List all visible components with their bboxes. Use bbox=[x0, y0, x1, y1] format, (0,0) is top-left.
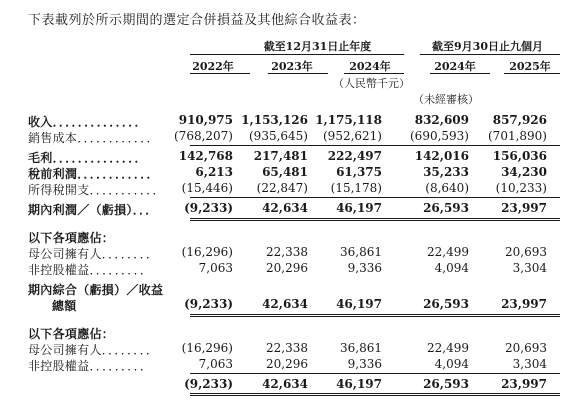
row-label: 母公司擁有人．．．．．．．． bbox=[28, 247, 159, 261]
cell-2022: (9,233) bbox=[184, 297, 233, 311]
unit-note: （人民幣千元） bbox=[333, 77, 410, 90]
table-row-non-controlling bbox=[0, 261, 568, 275]
row-label: 毛利．．．．．．．．．．．．．． bbox=[28, 151, 147, 165]
row-label: 母公司擁有人．．．．．．．． bbox=[28, 343, 159, 357]
cell-2023: 1,153,126 bbox=[241, 113, 308, 127]
cell-2025-nine: (10,233) bbox=[495, 181, 547, 195]
cell-2025-nine: 3,304 bbox=[512, 357, 547, 371]
row-label: 非控股權益．．．．．．．．． bbox=[28, 359, 153, 373]
row-label: 總額 bbox=[52, 299, 77, 313]
year-rule-2022 bbox=[190, 73, 250, 74]
header-year-group-rule bbox=[190, 54, 404, 55]
header-year-2025-nine: 2025年 bbox=[509, 60, 551, 73]
year-rule-2023 bbox=[268, 73, 328, 74]
cell-2025-nine: 23,997 bbox=[501, 201, 547, 215]
cell-2024-nine: 26,593 bbox=[423, 201, 469, 215]
table-row-attributable-heading bbox=[0, 229, 568, 243]
table-row-profit-before-tax bbox=[0, 165, 568, 179]
cell-2025-nine: 3,304 bbox=[512, 261, 547, 275]
cell-2023: 20,296 bbox=[266, 261, 308, 275]
cell-2022: (9,233) bbox=[184, 201, 233, 215]
cell-2022: 6,213 bbox=[195, 165, 233, 179]
row-label: 以下各項應佔： bbox=[28, 231, 115, 245]
cell-2025-nine: 23,997 bbox=[501, 297, 547, 311]
cell-2022: (768,207) bbox=[174, 129, 233, 143]
table-row-profit-for-period bbox=[0, 201, 568, 215]
table-row-cost-of-sales bbox=[0, 129, 568, 143]
table-row-revenue bbox=[0, 113, 568, 127]
cell-2024: (952,621) bbox=[323, 129, 382, 143]
cell-2023: 20,296 bbox=[266, 357, 308, 371]
cell-2022: (16,296) bbox=[181, 245, 233, 259]
cell-2024-nine: (690,593) bbox=[410, 129, 469, 143]
cell-2025-nine: 34,230 bbox=[501, 165, 547, 179]
cell-2025-nine: 857,926 bbox=[492, 113, 547, 127]
cell-2024: 46,197 bbox=[336, 377, 382, 391]
cell-2024: 36,861 bbox=[340, 341, 382, 355]
table-row-income-tax bbox=[0, 181, 568, 195]
table-row-comprehensive-heading bbox=[0, 281, 568, 295]
table-row-gross-profit bbox=[0, 149, 568, 163]
header-year-2024-nine: 2024年 bbox=[434, 60, 476, 73]
cell-2024: 36,861 bbox=[340, 245, 382, 259]
table-row-attributable-total bbox=[0, 377, 568, 391]
cell-2022: (9,233) bbox=[184, 377, 233, 391]
table-row-comprehensive-total bbox=[0, 297, 568, 311]
row-label: 所得稅開支．．．．．．．．．．． bbox=[28, 183, 165, 197]
cell-2022: 910,975 bbox=[178, 113, 233, 127]
cell-2024: 46,197 bbox=[336, 201, 382, 215]
row-label: 收入．．．．．．．．．．．．．． bbox=[28, 115, 147, 129]
cell-2022: 7,063 bbox=[198, 357, 233, 371]
cell-2023: 65,481 bbox=[262, 165, 308, 179]
cell-2024: 46,197 bbox=[336, 297, 382, 311]
cell-2025-nine: 156,036 bbox=[492, 149, 547, 163]
cell-2023: 42,634 bbox=[262, 377, 308, 391]
total-double-rule bbox=[190, 218, 560, 221]
subtotal-rule bbox=[190, 145, 560, 146]
cell-2024-nine: 832,609 bbox=[414, 113, 469, 127]
table-row-attributable-heading-2 bbox=[0, 325, 568, 339]
cell-2024-nine: 142,016 bbox=[414, 149, 469, 163]
total-double-rule bbox=[190, 314, 560, 317]
row-label: 期內綜合（虧損）／收益 bbox=[28, 283, 164, 297]
cell-2023: (935,645) bbox=[249, 129, 308, 143]
cell-2024-nine: 26,593 bbox=[423, 377, 469, 391]
cell-2024-nine: 4,094 bbox=[434, 261, 469, 275]
year-rule-2024-nine bbox=[430, 73, 490, 74]
header-nine-month-group: 截至9月30日止九個月 bbox=[432, 40, 543, 53]
cell-2024: 1,175,118 bbox=[315, 113, 382, 127]
cell-2022: 7,063 bbox=[198, 261, 233, 275]
row-label: 非控股權益．．．．．．．．． bbox=[28, 263, 153, 277]
table-row-owners-of-parent-2 bbox=[0, 341, 568, 355]
row-label: 以下各項應佔： bbox=[28, 327, 115, 341]
cell-2024-nine: 35,233 bbox=[423, 165, 469, 179]
cell-2023: 22,338 bbox=[266, 341, 308, 355]
intro-text: 下表載列於所示期間的選定合併損益及其他綜合收益表： bbox=[28, 13, 366, 28]
cell-2024: 9,336 bbox=[347, 261, 382, 275]
total-double-rule bbox=[190, 393, 560, 396]
row-label: 稅前利潤．．．．．．．．．．．． bbox=[28, 167, 159, 181]
cell-2024-nine: 4,094 bbox=[434, 357, 469, 371]
cell-2024: 9,336 bbox=[347, 357, 382, 371]
subtotal-rule bbox=[190, 373, 560, 374]
cell-2023: 217,481 bbox=[253, 149, 308, 163]
subtotal-rule bbox=[190, 197, 560, 198]
cell-2022: (15,446) bbox=[181, 181, 233, 195]
row-label: 期內利潤／（虧損）．．． bbox=[28, 203, 158, 217]
cell-2023: 42,634 bbox=[262, 297, 308, 311]
table-row-non-controlling-2 bbox=[0, 357, 568, 371]
year-rule-2025-nine bbox=[504, 73, 560, 74]
table-row-owners-of-parent bbox=[0, 245, 568, 259]
cell-2024-nine: 26,593 bbox=[423, 297, 469, 311]
cell-2025-nine: (701,890) bbox=[488, 129, 547, 143]
header-year-2024: 2024年 bbox=[349, 60, 391, 73]
row-label: 銷售成本．．．．．．．．．．．． bbox=[28, 131, 159, 145]
cell-2023: 42,634 bbox=[262, 201, 308, 215]
header-year-2023: 2023年 bbox=[271, 60, 313, 73]
header-year-2022: 2022年 bbox=[192, 60, 234, 73]
cell-2025-nine: 20,693 bbox=[505, 341, 547, 355]
cell-2022: (16,296) bbox=[181, 341, 233, 355]
cell-2024-nine: 22,499 bbox=[427, 245, 469, 259]
cell-2022: 142,768 bbox=[178, 149, 233, 163]
cell-2025-nine: 23,997 bbox=[501, 377, 547, 391]
cell-2024: 222,497 bbox=[327, 149, 382, 163]
header-year-group: 截至12月31日止年度 bbox=[263, 40, 372, 53]
cell-2024: (15,178) bbox=[330, 181, 382, 195]
cell-2025-nine: 20,693 bbox=[505, 245, 547, 259]
year-rule-2024 bbox=[344, 73, 404, 74]
cell-2023: 22,338 bbox=[266, 245, 308, 259]
header-nine-month-group-rule bbox=[420, 54, 560, 55]
cell-2024: 61,375 bbox=[336, 165, 382, 179]
cell-2024-nine: (8,640) bbox=[425, 181, 469, 195]
cell-2024-nine: 22,499 bbox=[427, 341, 469, 355]
unaudited-note: （未經審核） bbox=[413, 93, 479, 106]
cell-2023: (22,847) bbox=[256, 181, 308, 195]
